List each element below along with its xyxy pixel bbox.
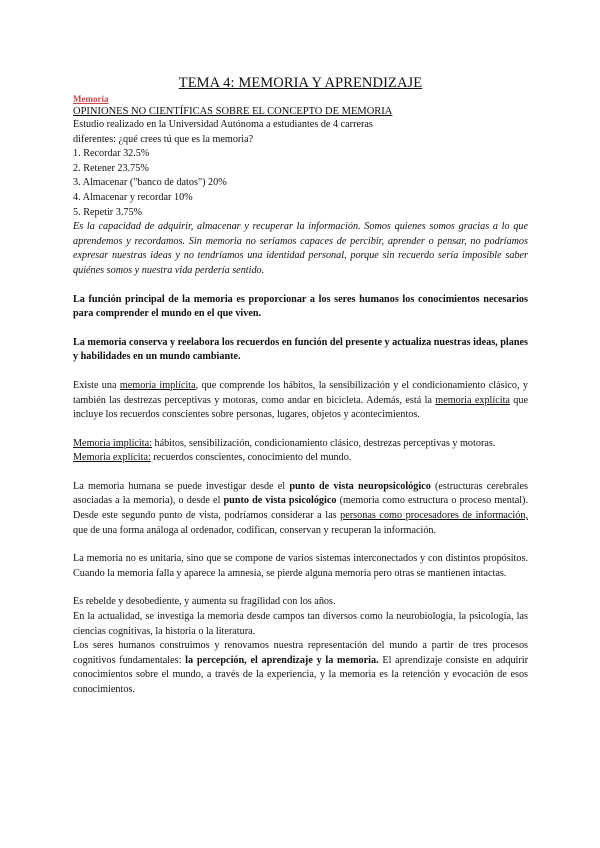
explicit-definition-label: Memoria explícita: [73,452,151,464]
text-run: Los seres humanos construimos y renovamos nuestra representación del mundo a partir de tres procesos cognitivos fundamentales: [73,640,528,666]
list-item: 1. Recordar 32.5% [73,148,150,160]
text-run: La memoria humana se puede investigar desde el [73,480,290,492]
implicit-definition-label: Memoria implícita: [73,437,152,449]
information-processors-term: personas como procesadores de información, [340,510,528,522]
list-item: 3. Almacenar ("banco de datos") 20% [73,177,227,189]
text-run: (estructuras cerebrales asociadas a la memoria), o desde el [73,480,528,507]
text-run: que de una forma análoga al ordenador, codifican, conservan y recuperan la información. [73,524,437,536]
memory-conserves-paragraph: La memoria conserva y reelabora los recuerdos en función del presente y actualiza nuestras ideas, planes y habilidades en un mundo cambiante. [73,336,529,363]
list-item: 4. Almacenar y recordar 10% [73,191,193,203]
document-page [73,74,528,698]
explicit-definition [73,451,528,466]
processes-paragraph [73,639,528,697]
implicit-memory-term: memoria implícita [119,379,196,391]
list-item: 5. Repetir 3.75% [73,206,143,218]
section-subheading: OPINIONES NO CIENTÍFICAS SOBRE EL CONCEPTO DE MEMORIA [73,106,393,117]
research-paragraph [73,480,528,538]
intro-line-2: diferentes: ¿qué crees tú que es la memoria? [73,133,254,145]
survey-list [73,147,528,220]
systems-paragraph: La memoria no es unitaria, sino que se compone de varios sistemas interconectados y con distintos propósitos. Cuando la memoria falla y aparece la amnesia, se pierde alguna memoria pero otras se mantienen intactas. [73,553,528,579]
implicit-definition [73,437,528,452]
explicit-memory-term: memoria explícita [435,394,510,406]
text-run: , que comprende los hábitos, la sensibilización y el condicionamiento clásico, y también las destrezas perceptivas y motoras, como andar en bicicleta. Además, está la [73,379,528,406]
text-run: El aprendizaje consiste en adquirir conocimientos sobre el mundo, a través de la experiencia, y la memoria es la retención y evocación de esos conocimientos. [73,654,528,695]
definition-paragraph: Es la capacidad de adquirir, almacenar y recuperar la información. Somos quienes somos gracias a lo que aprendemos y recordamos. Sin memoria no seríamos capaces de percibir, aprender o pensar, no podríamos expresar nuestras ideas y no tendríamos una identidad personal, porque sin recuerdo sería imposible saber quiénes somos y nuestra vida perdería sentido. [73,221,528,276]
text-run: (memoria como estructura o proceso mental). Desde este segundo punto de vista, podríamos considerar a las [73,495,528,522]
section-label: Memoria [73,94,109,104]
intro-line-1: Estudio realizado en la Universidad Autónoma a estudiantes de 4 carreras [73,119,373,130]
main-function-paragraph: La función principal de la memoria es proporcionar a los seres humanos los conocimientos necesarios para comprender el mundo en el que viven. [73,293,528,320]
text-run: que incluye los recuerdos conscientes sobre personas, lugares, objetos y acontecimientos. [73,394,528,421]
psychological-term: punto de vista psicológico [223,495,337,507]
page-title-text: TEMA 4: MEMORIA Y APRENDIZAJE [178,75,423,91]
implicit-explicit-paragraph [73,379,528,423]
list-item: 2. Retener 23.75% [73,162,149,174]
fields-paragraph: En la actualidad, se investiga la memoria desde campos tan diversos como la neurobiología, la psicología, las ciencias cognitivas, la historia o la literatura. [73,611,528,637]
neuropsychological-term: punto de vista neuropsicológico [289,480,431,492]
explicit-definition-text: recuerdos conscientes, conocimiento del mundo. [150,452,352,464]
implicit-definition-text: hábitos, sensibilización, condicionamiento clásico, destrezas perceptivas y motoras. [151,437,496,449]
page-title [73,74,528,92]
rebel-paragraph: Es rebelde y desobediente, y aumenta su fragilidad con los años. [73,596,336,608]
cognitive-processes-term: la percepción, el aprendizaje y la memoria. [185,654,379,666]
text-run: Existe una [73,379,120,391]
